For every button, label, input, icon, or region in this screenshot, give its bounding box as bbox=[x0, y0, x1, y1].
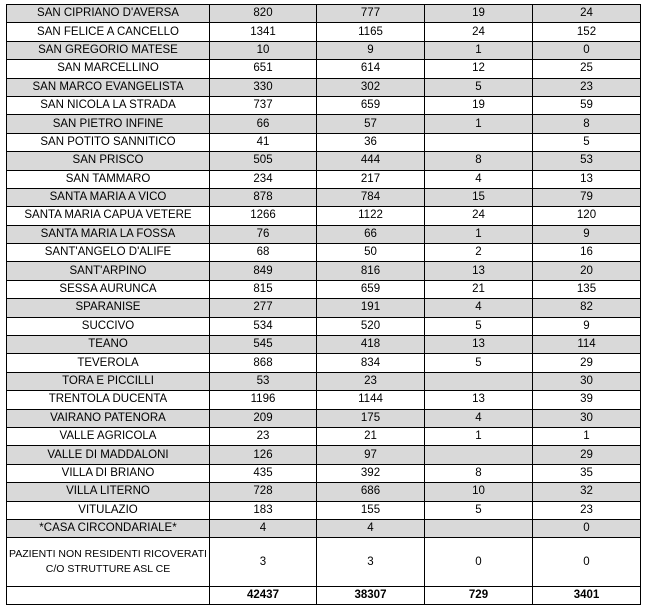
totals-row bbox=[7, 587, 641, 605]
table-row bbox=[7, 446, 641, 464]
value-cell-4: 30 bbox=[533, 372, 641, 390]
value-cell-3: 4 bbox=[425, 299, 533, 317]
municipality-cell: VAIRANO PATENORA bbox=[7, 409, 210, 427]
value-cell-3 bbox=[425, 133, 533, 151]
value-cell-2: 3 bbox=[317, 538, 425, 587]
table-row bbox=[7, 391, 641, 409]
value-cell-3: 5 bbox=[425, 354, 533, 372]
value-cell-4: 20 bbox=[533, 262, 641, 280]
value-cell-3: 0 bbox=[425, 538, 533, 587]
value-cell-3: 1 bbox=[425, 115, 533, 133]
value-cell-3: 5 bbox=[425, 501, 533, 519]
municipality-cell: VITULAZIO bbox=[7, 501, 210, 519]
municipality-cell: SAN MARCELLINO bbox=[7, 60, 210, 78]
value-cell-1: 435 bbox=[210, 464, 317, 482]
value-cell-1: 651 bbox=[210, 60, 317, 78]
value-cell-2: 57 bbox=[317, 115, 425, 133]
value-cell-1: 277 bbox=[210, 299, 317, 317]
table-row bbox=[7, 170, 641, 188]
value-cell-2: 175 bbox=[317, 409, 425, 427]
table-body bbox=[7, 5, 641, 605]
value-cell-3: 13 bbox=[425, 336, 533, 354]
municipality-cell: PAZIENTI NON RESIDENTI RICOVERATI C/O STRUTTURE ASL CE bbox=[7, 538, 210, 587]
value-cell-3: 15 bbox=[425, 188, 533, 206]
table-row bbox=[7, 501, 641, 519]
municipality-cell: SANTA MARIA A VICO bbox=[7, 188, 210, 206]
table-row bbox=[7, 280, 641, 298]
value-cell-4: 135 bbox=[533, 280, 641, 298]
value-cell-3: 24 bbox=[425, 23, 533, 41]
value-cell-1: 849 bbox=[210, 262, 317, 280]
value-cell-1: 737 bbox=[210, 96, 317, 114]
table-row bbox=[7, 317, 641, 335]
municipality-cell: SANTA MARIA LA FOSSA bbox=[7, 225, 210, 243]
value-cell-2: 784 bbox=[317, 188, 425, 206]
table-row bbox=[7, 207, 641, 225]
total-value-cell-3: 729 bbox=[425, 587, 533, 605]
value-cell-1: 1266 bbox=[210, 207, 317, 225]
municipality-cell: TEANO bbox=[7, 336, 210, 354]
value-cell-4: 82 bbox=[533, 299, 641, 317]
table-row bbox=[7, 519, 641, 537]
value-cell-3: 2 bbox=[425, 244, 533, 262]
municipality-cell: SUCCIVO bbox=[7, 317, 210, 335]
municipality-covid-table bbox=[6, 4, 641, 605]
value-cell-4: 24 bbox=[533, 5, 641, 23]
value-cell-4: 13 bbox=[533, 170, 641, 188]
value-cell-2: 9 bbox=[317, 41, 425, 59]
table-row bbox=[7, 262, 641, 280]
table-row bbox=[7, 78, 641, 96]
value-cell-4: 8 bbox=[533, 115, 641, 133]
municipality-cell: SAN GREGORIO MATESE bbox=[7, 41, 210, 59]
value-cell-2: 97 bbox=[317, 446, 425, 464]
value-cell-3 bbox=[425, 519, 533, 537]
value-cell-4: 32 bbox=[533, 483, 641, 501]
value-cell-1: 53 bbox=[210, 372, 317, 390]
value-cell-2: 302 bbox=[317, 78, 425, 96]
value-cell-2: 520 bbox=[317, 317, 425, 335]
municipality-cell: VALLE DI MADDALONI bbox=[7, 446, 210, 464]
total-value-cell-2: 38307 bbox=[317, 587, 425, 605]
value-cell-4: 39 bbox=[533, 391, 641, 409]
municipality-cell: SAN MARCO EVANGELISTA bbox=[7, 78, 210, 96]
value-cell-4: 16 bbox=[533, 244, 641, 262]
value-cell-3: 5 bbox=[425, 317, 533, 335]
municipality-cell: SAN PRISCO bbox=[7, 152, 210, 170]
total-value-cell-1: 42437 bbox=[210, 587, 317, 605]
value-cell-2: 686 bbox=[317, 483, 425, 501]
value-cell-1: 66 bbox=[210, 115, 317, 133]
value-cell-4: 53 bbox=[533, 152, 641, 170]
value-cell-2: 418 bbox=[317, 336, 425, 354]
value-cell-3: 10 bbox=[425, 483, 533, 501]
value-cell-4: 29 bbox=[533, 446, 641, 464]
value-cell-3: 19 bbox=[425, 96, 533, 114]
totals-label-cell bbox=[7, 587, 210, 605]
value-cell-1: 728 bbox=[210, 483, 317, 501]
table-row bbox=[7, 244, 641, 262]
value-cell-2: 1144 bbox=[317, 391, 425, 409]
value-cell-4: 9 bbox=[533, 225, 641, 243]
value-cell-3: 24 bbox=[425, 207, 533, 225]
value-cell-1: 330 bbox=[210, 78, 317, 96]
value-cell-2: 659 bbox=[317, 280, 425, 298]
table-row bbox=[7, 133, 641, 151]
value-cell-1: 126 bbox=[210, 446, 317, 464]
value-cell-1: 1341 bbox=[210, 23, 317, 41]
value-cell-2: 777 bbox=[317, 5, 425, 23]
table-row bbox=[7, 354, 641, 372]
value-cell-2: 217 bbox=[317, 170, 425, 188]
municipality-cell: VILLA DI BRIANO bbox=[7, 464, 210, 482]
value-cell-2: 4 bbox=[317, 519, 425, 537]
table-row bbox=[7, 96, 641, 114]
table-row bbox=[7, 5, 641, 23]
value-cell-1: 10 bbox=[210, 41, 317, 59]
value-cell-1: 534 bbox=[210, 317, 317, 335]
value-cell-3: 19 bbox=[425, 5, 533, 23]
value-cell-4: 120 bbox=[533, 207, 641, 225]
value-cell-4: 5 bbox=[533, 133, 641, 151]
value-cell-2: 155 bbox=[317, 501, 425, 519]
table-row bbox=[7, 60, 641, 78]
total-value-cell-4: 3401 bbox=[533, 587, 641, 605]
value-cell-4: 30 bbox=[533, 409, 641, 427]
value-cell-4: 59 bbox=[533, 96, 641, 114]
table-row bbox=[7, 483, 641, 501]
municipality-cell: SPARANISE bbox=[7, 299, 210, 317]
value-cell-3: 21 bbox=[425, 280, 533, 298]
table-row bbox=[7, 336, 641, 354]
value-cell-2: 614 bbox=[317, 60, 425, 78]
value-cell-1: 4 bbox=[210, 519, 317, 537]
municipality-cell: SAN POTITO SANNITICO bbox=[7, 133, 210, 151]
data-table-container bbox=[6, 4, 640, 605]
value-cell-1: 820 bbox=[210, 5, 317, 23]
municipality-cell: *CASA CIRCONDARIALE* bbox=[7, 519, 210, 537]
value-cell-3: 13 bbox=[425, 262, 533, 280]
value-cell-4: 79 bbox=[533, 188, 641, 206]
municipality-cell: SANT'ANGELO D'ALIFE bbox=[7, 244, 210, 262]
value-cell-2: 1122 bbox=[317, 207, 425, 225]
value-cell-1: 183 bbox=[210, 501, 317, 519]
value-cell-2: 1165 bbox=[317, 23, 425, 41]
value-cell-1: 209 bbox=[210, 409, 317, 427]
municipality-cell: SANT'ARPINO bbox=[7, 262, 210, 280]
municipality-cell: SAN NICOLA LA STRADA bbox=[7, 96, 210, 114]
table-row bbox=[7, 41, 641, 59]
value-cell-2: 66 bbox=[317, 225, 425, 243]
table-row bbox=[7, 409, 641, 427]
municipality-cell: TRENTOLA DUCENTA bbox=[7, 391, 210, 409]
value-cell-3 bbox=[425, 446, 533, 464]
value-cell-3: 13 bbox=[425, 391, 533, 409]
value-cell-3 bbox=[425, 372, 533, 390]
table-row bbox=[7, 299, 641, 317]
municipality-cell: SAN CIPRIANO D'AVERSA bbox=[7, 5, 210, 23]
value-cell-2: 834 bbox=[317, 354, 425, 372]
table-row bbox=[7, 372, 641, 390]
value-cell-2: 36 bbox=[317, 133, 425, 151]
value-cell-2: 444 bbox=[317, 152, 425, 170]
municipality-cell: SESSA AURUNCA bbox=[7, 280, 210, 298]
value-cell-2: 21 bbox=[317, 427, 425, 445]
value-cell-3: 4 bbox=[425, 409, 533, 427]
table-row bbox=[7, 427, 641, 445]
value-cell-1: 815 bbox=[210, 280, 317, 298]
municipality-cell: SANTA MARIA CAPUA VETERE bbox=[7, 207, 210, 225]
value-cell-2: 659 bbox=[317, 96, 425, 114]
table-row bbox=[7, 225, 641, 243]
value-cell-1: 3 bbox=[210, 538, 317, 587]
value-cell-2: 392 bbox=[317, 464, 425, 482]
value-cell-4: 29 bbox=[533, 354, 641, 372]
value-cell-2: 816 bbox=[317, 262, 425, 280]
municipality-cell: VALLE AGRICOLA bbox=[7, 427, 210, 445]
table-row bbox=[7, 23, 641, 41]
value-cell-3: 8 bbox=[425, 152, 533, 170]
table-row bbox=[7, 115, 641, 133]
value-cell-1: 505 bbox=[210, 152, 317, 170]
table-row bbox=[7, 464, 641, 482]
value-cell-4: 1 bbox=[533, 427, 641, 445]
value-cell-3: 1 bbox=[425, 41, 533, 59]
value-cell-2: 23 bbox=[317, 372, 425, 390]
municipality-cell: SAN FELICE A CANCELLO bbox=[7, 23, 210, 41]
value-cell-1: 234 bbox=[210, 170, 317, 188]
value-cell-1: 76 bbox=[210, 225, 317, 243]
municipality-cell: SAN PIETRO INFINE bbox=[7, 115, 210, 133]
table-row bbox=[7, 152, 641, 170]
value-cell-4: 0 bbox=[533, 41, 641, 59]
value-cell-3: 1 bbox=[425, 225, 533, 243]
municipality-cell: SAN TAMMARO bbox=[7, 170, 210, 188]
value-cell-3: 1 bbox=[425, 427, 533, 445]
value-cell-3: 8 bbox=[425, 464, 533, 482]
municipality-cell: TORA E PICCILLI bbox=[7, 372, 210, 390]
value-cell-4: 35 bbox=[533, 464, 641, 482]
value-cell-4: 0 bbox=[533, 538, 641, 587]
municipality-cell: VILLA LITERNO bbox=[7, 483, 210, 501]
value-cell-1: 545 bbox=[210, 336, 317, 354]
value-cell-1: 878 bbox=[210, 188, 317, 206]
table-row bbox=[7, 188, 641, 206]
value-cell-2: 191 bbox=[317, 299, 425, 317]
value-cell-4: 0 bbox=[533, 519, 641, 537]
value-cell-4: 152 bbox=[533, 23, 641, 41]
value-cell-4: 23 bbox=[533, 78, 641, 96]
value-cell-3: 5 bbox=[425, 78, 533, 96]
value-cell-1: 1196 bbox=[210, 391, 317, 409]
non-resident-patients-row bbox=[7, 538, 641, 587]
value-cell-1: 23 bbox=[210, 427, 317, 445]
value-cell-3: 12 bbox=[425, 60, 533, 78]
value-cell-1: 68 bbox=[210, 244, 317, 262]
municipality-cell: TEVEROLA bbox=[7, 354, 210, 372]
value-cell-1: 41 bbox=[210, 133, 317, 151]
value-cell-1: 868 bbox=[210, 354, 317, 372]
value-cell-4: 23 bbox=[533, 501, 641, 519]
value-cell-4: 9 bbox=[533, 317, 641, 335]
value-cell-4: 25 bbox=[533, 60, 641, 78]
value-cell-4: 114 bbox=[533, 336, 641, 354]
value-cell-3: 4 bbox=[425, 170, 533, 188]
value-cell-2: 50 bbox=[317, 244, 425, 262]
